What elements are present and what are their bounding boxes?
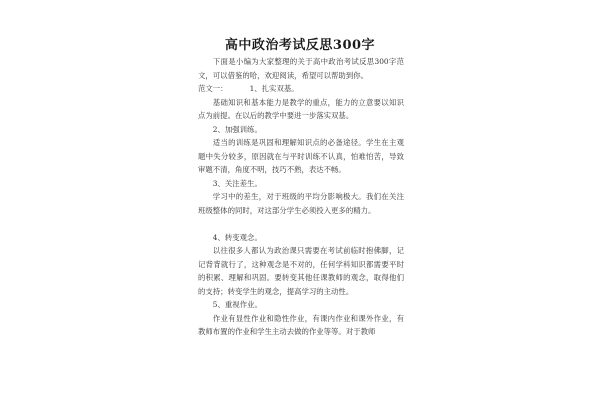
section-paragraph-1: 基础知识和基本能力是教学的重点，能力的立意要以知识点为前提。在以后的教学中要进一步落实双基。 bbox=[198, 97, 404, 120]
section-paragraph-5: 作业有显性作业和隐性作业，有课内作业和课外作业，有教师布置的作业和学生主动去做的作业等等。对于教师 bbox=[198, 313, 404, 336]
section-paragraph-3: 学习中的差生，对于班级的平均分影响极大。我们在关注班级整体的同时，对这部分学生必须投入更多的精力。 bbox=[198, 192, 404, 215]
section-heading-2: 2、加强训练。 bbox=[212, 124, 262, 134]
section-heading-5: 5、重视作业。 bbox=[212, 300, 262, 309]
document-body bbox=[198, 55, 404, 339]
section-paragraph-4: 以往很多人都认为政治课只需要在考试前临时抱佛脚，记记背背就行了，这种观念是不对的，任何学科知识都需要平时的积累、理解和巩固。要转变其他任课教师的观念，取得他们的支持；转变学生的观念，提高学习的主动性。 bbox=[198, 246, 404, 296]
intro-paragraph: 下面是小编为大家整理的关于高中政治考试反思300字范文，可以借鉴的哈，欢迎阅读，希望可以帮助到你。 bbox=[198, 57, 404, 80]
document-title: 高中政治考试反思300字 bbox=[224, 38, 376, 53]
sample-heading-line bbox=[198, 82, 404, 96]
section-heading-4: 4、转变观念。 bbox=[212, 232, 262, 242]
section-heading-1: 1、扎实双基。 bbox=[249, 84, 299, 93]
paragraph-gap bbox=[198, 217, 404, 231]
section-heading-3: 3、关注差生。 bbox=[212, 178, 262, 188]
sample-label: 范文一： bbox=[198, 84, 228, 93]
section-paragraph-2: 适当的训练是巩固和理解知识点的必备途径。学生在主观题中失分较多，原因就在与平时训练不认真，怕难怕苦，导致审题不清，角度不明，技巧不熟，表达不畅。 bbox=[198, 138, 404, 174]
